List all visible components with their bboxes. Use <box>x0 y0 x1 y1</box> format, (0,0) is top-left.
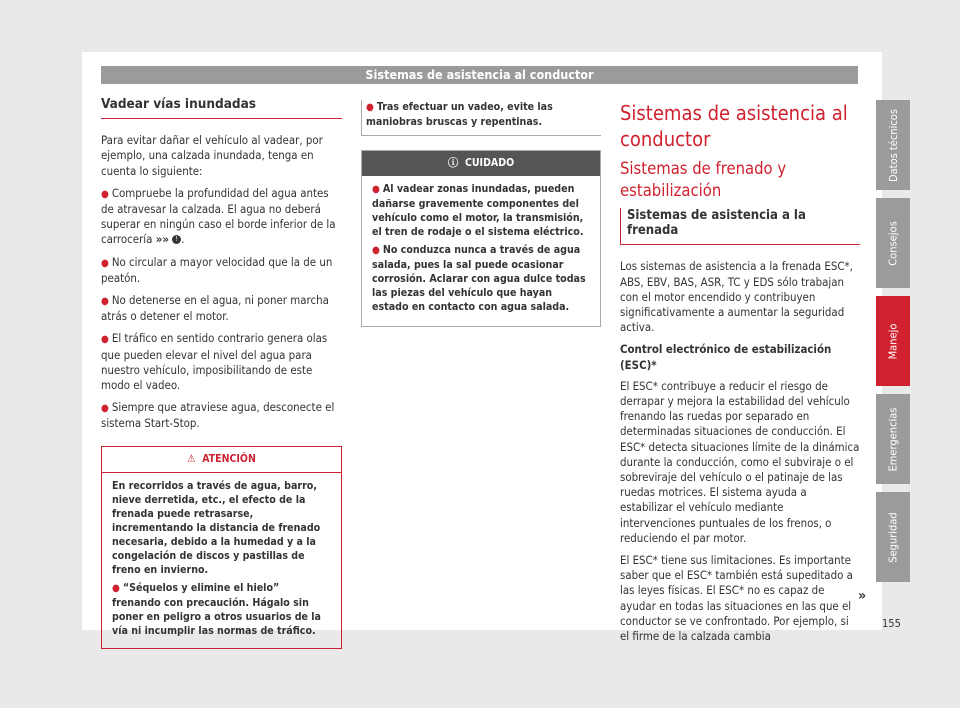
column-right <box>620 100 860 651</box>
caution-header: ⓘ CUIDADO <box>362 151 600 176</box>
reference-arrows: »» <box>155 232 169 247</box>
column-left <box>101 97 342 649</box>
bullet-icon: ● <box>101 188 109 200</box>
bullet-icon: ● <box>366 102 374 113</box>
subsection-heading: Sistemas de asistencia a la frenada <box>620 208 860 245</box>
paragraph: Los sistemas de asistencia a la frenada ESC*, ABS, EBV, BAS, ASR, TC y EDS sólo trabajan con el motor encendido y contribuyen significativamente a aumentar la seguridad activa. <box>620 259 853 335</box>
bullet-icon: ● <box>101 296 109 308</box>
tab-manejo[interactable]: Manejo <box>876 296 910 386</box>
column-middle <box>361 100 601 327</box>
bullet-item: ● El tráfico en sentido contrario genera olas que pueden elevar el nivel del agua para nuestro vehículo, imposibilitando de este modo el vadeo. <box>101 331 328 393</box>
bullet-icon: ● <box>101 403 109 415</box>
warning-box <box>101 446 342 649</box>
bullet-icon: ● <box>372 245 380 257</box>
warning-ref-icon: ! <box>172 235 181 244</box>
paragraph: El ESC* tiene sus limitaciones. Es importante saber que el ESC* también está supeditado a las leyes físicas. El ESC* no es capaz de ayudar en todas las situaciones en las que el conductor se ve confrontado. Por ejemplo, si el firme de la calzada cambia <box>620 553 853 644</box>
subheading: Control electrónico de estabilización (ESC)* <box>620 342 832 372</box>
tab-datos-tecnicos[interactable]: Datos técnicos <box>876 100 910 190</box>
warning-text: En recorridos a través de agua, barro, nieve derretida, etc., el efecto de la frenada puede retrasarse, incrementando la distancia de frenado necesaria, debido a la humedad y a la congelación de discos y pastillas de freno en invierno. <box>112 479 321 576</box>
bullet-item: ● Compruebe la profundidad del agua antes de atravesar la calzada. El agua no deberá superar en ningún caso el borde inferior de la carrocería »» ! . <box>101 185 336 247</box>
chapter-header: Sistemas de asistencia al conductor <box>101 66 858 84</box>
tab-seguridad[interactable]: Seguridad <box>876 492 910 582</box>
tab-consejos[interactable]: Consejos <box>876 198 910 288</box>
warning-header: ⚠ ATENCIÓN <box>102 447 341 473</box>
caution-box <box>361 150 601 327</box>
page-number: 155 <box>882 617 901 630</box>
bullet-icon: ● <box>372 184 380 196</box>
bullet-item: ● Siempre que atraviese agua, desconecte el sistema Start-Stop. <box>101 400 335 431</box>
warning-triangle-icon: ⚠ <box>187 452 196 465</box>
bullet-icon: ● <box>101 257 109 269</box>
caution-bullet: ● No conduzca nunca a través de agua salada, pues la sal puede ocasionar corrosión. Aclarar con agua dulce todas las piezas del vehículo que hayan estado en contacto con agua salada. <box>372 244 586 314</box>
bullet-item: ● No detenerse en el agua, ni poner marcha atrás o detener el motor. <box>101 293 329 324</box>
continue-arrows: » <box>858 588 867 604</box>
bullet-icon: ● <box>112 582 120 594</box>
warning-bullet: ● “Séquelos y elimine el hielo” frenando con precaución. Hágalo sin poner en peligro a otros usuarios de la vía ni incumplir las normas de tráfico. <box>112 581 321 637</box>
continued-bullet: ● Tras efectuar un vadeo, evite las maniobras bruscas y repentinas. <box>361 100 601 136</box>
bullet-icon: ● <box>101 334 109 346</box>
section-title: Vadear vías inundadas <box>101 97 342 119</box>
chapter-title: Sistemas de asistencia al conductor <box>620 101 848 151</box>
info-circle-icon: ⓘ <box>447 157 459 169</box>
paragraph: El ESC* contribuye a reducir el riesgo de derrapar y mejora la estabilidad del vehículo frenando las ruedas por separado en determinadas situaciones de conducción. El ESC* detecta situaciones límite de la dinámica durante la conducción, como el subviraje o el sobreviraje del vehículo o el patinaje de las ruedas motrices. El sistema ayuda a estabilizar el vehículo mediante intervenciones puntuales de los frenos, o reduciendo el par motor. <box>620 378 860 545</box>
tab-emergencias[interactable]: Emergencias <box>876 394 910 484</box>
intro-text: Para evitar dañar el vehículo al vadear, por ejemplo, una calzada inundada, tenga en cuenta lo siguiente: <box>101 133 323 178</box>
bullet-item: ● No circular a mayor velocidad que la de un peatón. <box>101 254 333 285</box>
section-heading: Sistemas de frenado y estabilización <box>620 159 787 200</box>
caution-bullet: ● Al vadear zonas inundadas, pueden dañarse gravemente componentes del vehículo como el motor, la transmisión, el tren de rodaje o el sistema eléctrico. <box>372 183 584 239</box>
